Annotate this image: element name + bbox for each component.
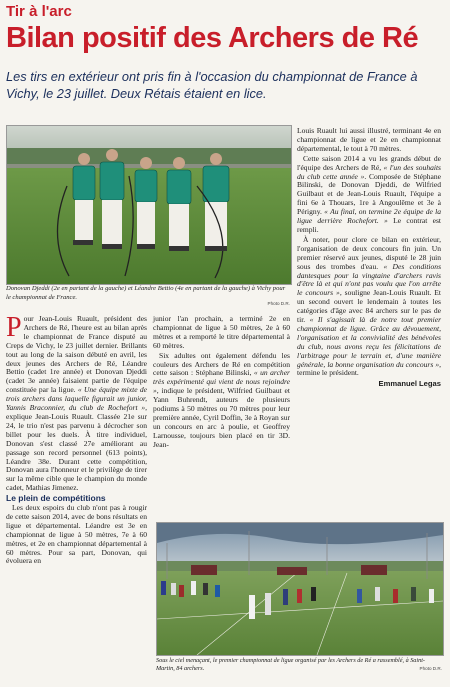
col3-paragraph-3 [297,236,441,379]
column-3 [297,127,441,389]
photo2-credit: Photo D.R. [419,666,442,671]
col3-p3-quote2: « Il s'agissait là de notre tout premier championnat de ligue. Grâce au dévouement, l'organisation et la convivialité des bénévoles du club, nous avons reçu les félicitations de l'arbitrage pour le terrain et, d'une manière générale, la bonne organisation du concours » [297,315,442,369]
photo2-caption-text: Sous le ciel menaçant, le premier championnat de ligue organisé par les Archers de Ré a rassemblé, à Saint-Martin, 84 archers. [156,657,425,672]
section-kicker: Tir à l'arc [6,3,72,20]
col3-p2-tail: . Composée de Stéphane Bilinski, de Donovan Djeddi, de Wilfried Guilbaut et de Jean-Louis Ruault, l'équipe a fini 6e à Thouars, 1re à Angoulême et 3e à Périgny. [297,171,441,217]
col1-p1-tail: , explique Jean-Louis Ruault. Classée 21e sur 24, le trio n'est pas parvenu à décrocher son billet pour les duels. À titre individuel, Donovan s'est classé 27e améliorant au passage son record personnel (613 points), Léandre 38e. Durant cette compétition, Donovan aura l'honneur et le privilège de tirer sur la même cible que le champion du monde cadet, Mathias Jimenez. [6,403,147,493]
column-2 [153,315,290,451]
col1-paragraph-2: Les deux espoirs du club n'ont pas à rougir de cette saison 2014, avec de bons résultats en ligue et départemental. Léandre est 3e en championnat de ligue à 50 mètres, 7e à 60 mètres, et 2e en championnat départemental à 60 mètres. Pour sa part, Donovan, qui évoluera en [6,503,147,566]
col2-paragraph-2 [153,352,290,450]
col3-p2-quote: « l'un des souhaits du club cette année » [297,162,441,181]
photo2-caption [156,657,442,673]
col3-p3-text: À noter, pour clore ce bilan en extérieur, l'organisation de deux concours fin juin. Un premier réservé aux jeunes, disputé le 28 juin sous des trombes d'eau. [297,234,441,271]
col3-p2-text: Cette saison 2014 a vu les grands début de l'équipe des Archers de Ré, [297,153,441,172]
col3-paragraph-1: Louis Ruault lui aussi illustré, terminant 4e en championnat de ligue et 2e en championnat départemental, le tout à 70 mètres. [297,126,441,153]
col3-p2-quote2: « Au final, on termine 2e équipe de la ligue derrière Rochefort. » [297,207,442,226]
col3-paragraph-2 [297,155,441,235]
photo1-caption-text: Donovan Djeddi (2e en partant de la gauche) et Léandre Bettio (4e en partant de la gauche) à Vichy pour le championnat de France. [6,285,286,301]
standfirst: Les tirs en extérieur ont pris fin à l'occasion du championnat de France à Vichy, le 23 juillet. Deux Rétais étaient en lice. [6,69,418,101]
col1-paragraph-1 [6,312,147,493]
col3-p3-tail: , souligne Jean-Louis Ruault. Et un second ouvert le lendemain à toutes les catégories d'âge avec 84 archers sur le pas de tir. [297,288,441,325]
col3-p3-quote: « Des conditions dantesques pour la vingtaine d'archers ravis d'être là et qui n'ont pas voulu que l'on arrête le concours » [297,261,442,298]
photo1-caption [6,285,290,308]
byline: Emmanuel Legas [378,379,441,389]
drop-cap: P [6,312,22,343]
photo-field-competition-image [157,523,443,655]
col1-p1-quote: « Une équipe mixte de trois archers dans laquelle figurait un junior, Yannis Braconnier, du club de Rochefort » [6,385,147,413]
col2-p2-text: Six adultes ont également défendu les couleurs des Archers de Ré en compétition cette saison : Stéphane Bilinski, [153,350,290,378]
col3-p3-end: , termine le président. [297,359,441,378]
col2-p2-tail: , indique le président, Wilfried Guilbaut et Yann Buhrendt, auteurs de plusieurs podiums à 50 mètres ou 70 mètres pour leur première année, Cyril Doffin, 3e à Royan sur un concours en arc à poulie, et Geoffrey Larnousse, toujours bien placé en tir 3D. Jean- [153,386,290,449]
column-1 [6,312,147,567]
photo-field-competition [156,522,444,656]
headline: Bilan positif des Archers de Ré [6,22,419,54]
photo-archers-vichy [6,125,292,285]
col1-p1-text: our Jean-Louis Ruault, président des Archers de Ré, l'heure est au bilan après le championnat de France disputé au Creps de Vichy, le 23 juillet dernier. Brillants tout au long de la saison débuté en avril, les deux jeunes des Archers de Ré, Léandre Bettio (cadet 1re année) et Donovan Djeddi (cadet 3e année) faisaient partie de l'équipe constituée par la ligue. [6,314,147,395]
photo-archers-vichy-image [7,126,291,284]
photo1-credit: Photo D.R. [267,300,290,306]
col3-p2-end: Le contrat est rempli. [297,216,441,234]
subhead: Le plein de compétitions [6,493,106,504]
col2-p2-quote: « un archer très expérimenté qui vient de nous rejoindre » [153,368,290,396]
col2-paragraph-1: junior l'an prochain, a terminé 2e en championnat de ligue à 50 mètres, 2e à 60 mètres et a remporté le titre départemental à 60 mètres. [153,314,290,350]
